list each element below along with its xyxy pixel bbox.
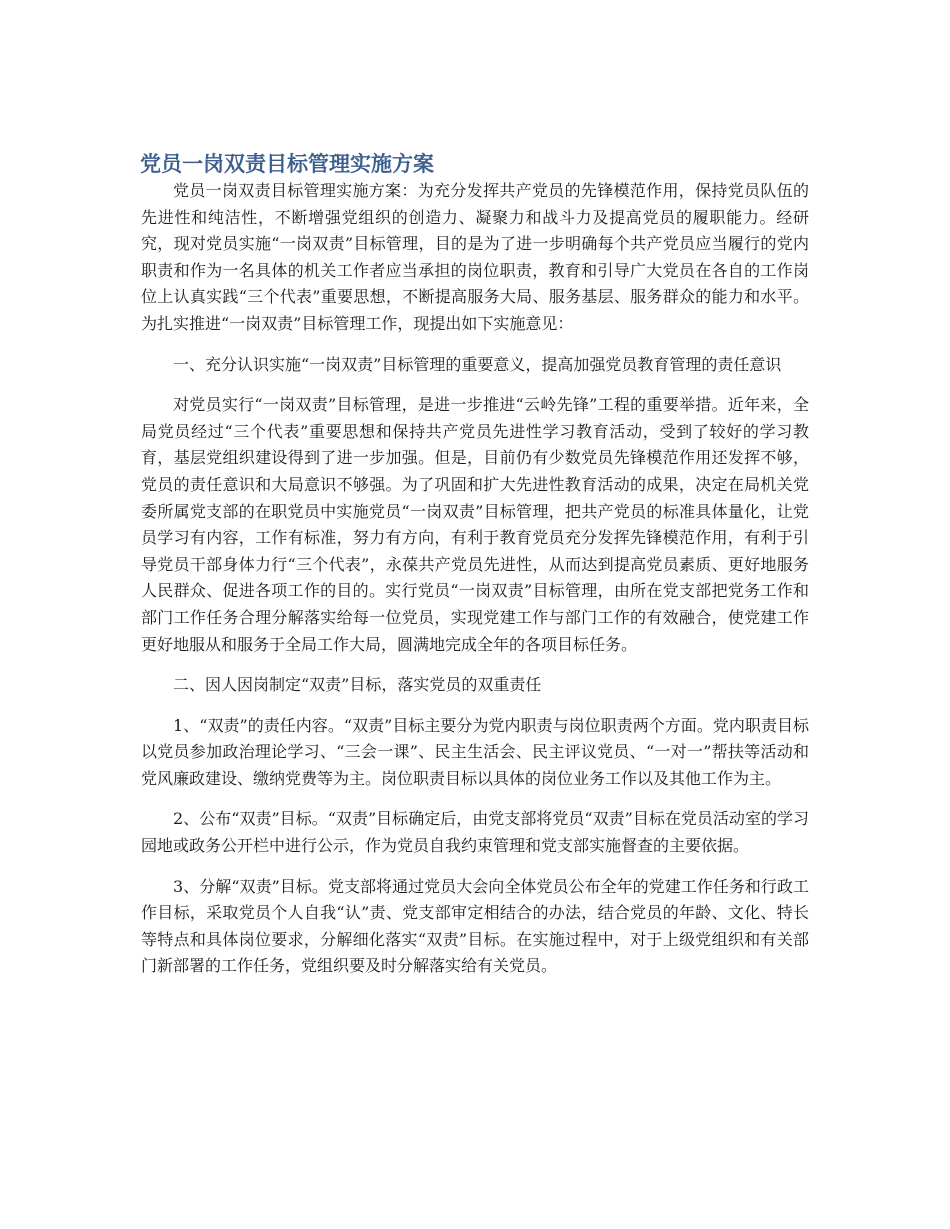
document-body xyxy=(141,178,809,980)
section-heading-1: 一、充分认识实施“一岗双责”目标管理的重要意义，提高加强党员教育管理的责任意识 xyxy=(173,354,782,374)
item-3-paragraph: 3、分解“双责”目标。党支部将通过党员大会向全体党员公布全年的党建工作任务和行政工作目标，采取党员个人自我“认”责、党支部审定相结合的办法，结合党员的年龄、文化、特长等特点和具体岗位要求，分解细化落实“双责”目标。在实施过程中，对于上级党组织和有关部门新部署的工作任务，党组织要及时分解落实给有关党员。 xyxy=(141,876,809,976)
item-1-paragraph: 1、“双责”的责任内容。“双责”目标主要分为党内职责与岗位职责两个方面。党内职责目标以党员参加政治理论学习、“三会一课”、民主生活会、民主评议党员、“一对一”帮扶等活动和党风廉政建设、缴纳党费等为主。岗位职责目标以具体的岗位业务工作以及其他工作为主。 xyxy=(141,715,809,788)
item-2-paragraph: 2、公布“双责”目标。“双责”目标确定后，由党支部将党员“双责”目标在党员活动室的学习园地或政务公开栏中进行公示，作为党员自我约束管理和党支部实施督查的主要依据。 xyxy=(141,809,809,856)
document-title: 党员一岗双责目标管理实施方案 xyxy=(140,152,434,176)
section-1-paragraph: 对党员实行“一岗双责”目标管理，是进一步推进“云岭先锋”工程的重要举措。近年来，全局党员经过“三个代表”重要思想和保持共产党员先进性学习教育活动，受到了较好的学习教育，基层党组织建设得到了进一步加强。但是，目前仍有少数党员先锋模范作用还发挥不够，党员的责任意识和大局意识不够强。为了巩固和扩大先进性教育活动的成果，决定在局机关党委所属党支部的在职党员中实施党员“一岗双责”目标管理，把共产党员的标准具体量化，让党员学习有内容，工作有标准，努力有方向，有利于教育党员充分发挥先锋模范作用，有利于引导党员干部身体力行“三个代表”，永葆共产党员先进性，从而达到提高党员素质、更好地服务人民群众、促进各项工作的目的。实行党员“一岗双责”目标管理，由所在党支部把党务工作和部门工作任务合理分解落实给每一位党员，实现党建工作与部门工作的有效融合，使党建工作更好地服从和服务于全局工作大局，圆满地完成全年的各项目标任务。 xyxy=(141,395,809,654)
intro-paragraph: 党员一岗双责目标管理实施方案：为充分发挥共产党员的先锋模范作用，保持党员队伍的先进性和纯洁性，不断增强党组织的创造力、凝聚力和战斗力及提高党员的履职能力。经研究，现对党员实施“一岗双责”目标管理，目的是为了进一步明确每个共产党员应当履行的党内职责和作为一名具体的机关工作者应当承担的岗位职责，教育和引导广大党员在各自的工作岗位上认真实践“三个代表”重要思想，不断提高服务大局、服务基层、服务群众的能力和水平。为扎实推进“一岗双责”目标管理工作，现提出如下实施意见： xyxy=(141,181,809,333)
section-heading-2: 二、因人因岗制定“双责”目标，落实党员的双重责任 xyxy=(173,675,542,695)
